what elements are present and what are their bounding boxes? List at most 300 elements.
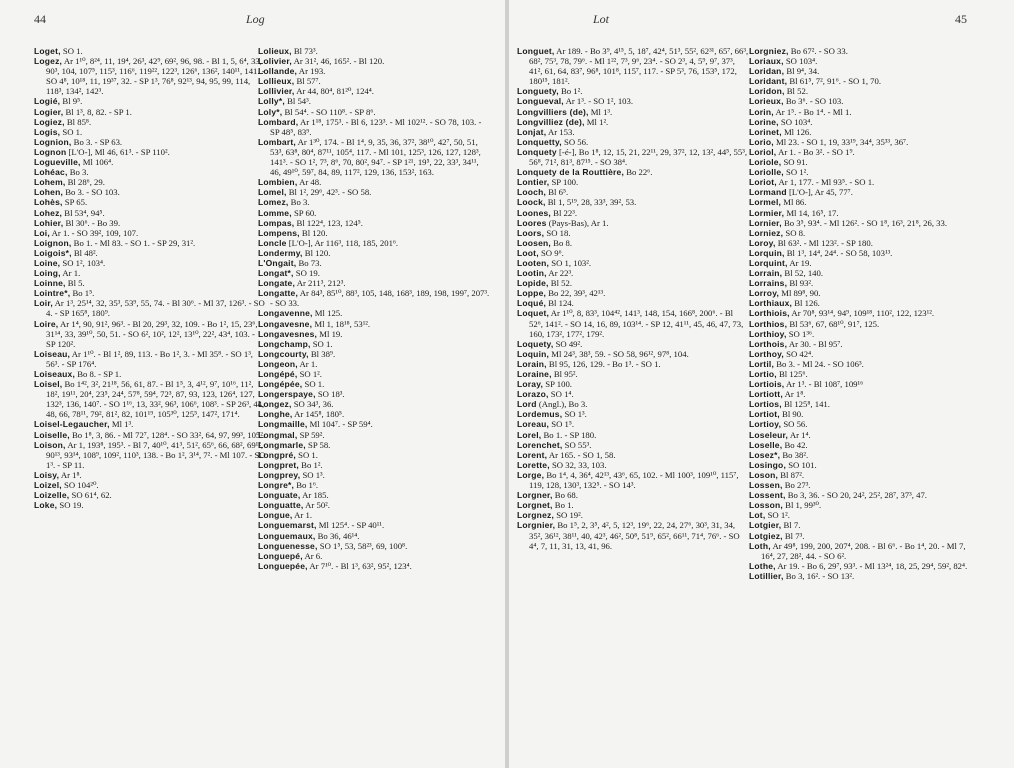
entry-headword: Longavesnes, [258, 328, 318, 339]
index-entry [749, 56, 981, 66]
entry-references: SO 56. [561, 136, 589, 147]
index-entry [749, 86, 981, 96]
entry-headword: Loiselle, [34, 429, 70, 440]
index-entry [749, 248, 981, 258]
index-entry [517, 369, 749, 379]
entry-headword: Longuet, [517, 46, 555, 56]
entry-references: Ar 1¹⁸, 175³. - Bl 6, 123³. - Ml 102¹². - SO 78, 103. - SP 48⁵, 83⁹. [270, 116, 482, 137]
entry-headword: Loquet, [517, 308, 550, 319]
entry-headword: Lormier, [749, 207, 785, 218]
index-entry [749, 278, 981, 288]
index-entry [749, 298, 981, 308]
entry-headword: Logueville, [34, 157, 81, 168]
index-entry [258, 510, 490, 520]
entry-headword: Loqué, [517, 298, 547, 309]
entry-headword: Lorthiois, [749, 308, 790, 319]
entry-references: Ar 48. [297, 177, 322, 188]
entry-references: Bl 90. [779, 409, 804, 420]
index-entry [517, 208, 749, 218]
index-entry [258, 561, 490, 571]
entry-references: Ar 1. [60, 268, 81, 279]
index-entry [258, 409, 490, 419]
entry-headword: Longchamp, [258, 338, 311, 349]
entry-references: SP 58. [305, 439, 331, 450]
entry-references: Ml 126. [781, 126, 812, 137]
entry-references: Bo 1⁴², 3², 21¹⁸, 56, 61, 87. - Bl 1⁵, 3, 4¹², 9⁷, 10¹⁶, 11², 18², 19¹¹, 20⁴, 23⁵, 24⁴, 57⁸, 59⁴, 72³, 87, 93, 123, 126⁴, 127, 132³, 136, 140⁷. - SO 1¹⁶, 13, 33², 96³, 106⁶, 108³. - SP 26³, 44, 48, 66, 78¹¹, 79², 81², 82, 101¹⁹, 105³⁰, 125⁵, 147², 171⁴. [46, 379, 265, 420]
entry-references: Bl 38⁹. [308, 348, 336, 359]
entry-references: Bl 125⁸, 141. [781, 399, 830, 410]
entry-references: SO 1³. [300, 469, 325, 480]
entry-headword: Lootin, [517, 268, 547, 279]
page-number: 45 [955, 12, 967, 26]
entry-references: Ml 19. [317, 328, 343, 339]
entry-references: Ar 145⁸, 180⁵. [292, 409, 345, 420]
entry-references: Ar 1. [297, 358, 318, 369]
index-entry [258, 187, 490, 197]
entry-references: Ml 1³. [109, 419, 134, 430]
entry-references: Ml 14, 16⁵, 17. [784, 207, 839, 218]
entry-headword: Losson, [749, 500, 783, 511]
entry-references: SO 1⁵, 53, 58²³, 69, 100⁸. [317, 540, 408, 551]
entry-headword: Looten, [517, 257, 550, 268]
index-entry [517, 96, 749, 106]
entry-headword: Logier, [34, 106, 64, 117]
index-entry [517, 430, 749, 440]
entry-headword: Lombien, [258, 177, 298, 188]
entry-headword: Longépé, [258, 369, 298, 379]
index-entry [34, 56, 266, 96]
entry-references: Ar 1⁵. - Bo 1⁴. - Ml 1. [773, 106, 852, 117]
entry-references: SO 103⁴. [778, 116, 813, 127]
entry-references: Ar 84³, 85¹⁰, 88³, 105, 148, 168³, 189, 198, 199⁷, 207³. - SO 33. [270, 288, 490, 309]
entry-headword: Looch, [517, 187, 547, 198]
index-entry [749, 460, 981, 470]
entry-headword: Lorniez, [749, 227, 784, 238]
index-entry [258, 76, 490, 86]
entry-headword: Lorthois, [749, 338, 788, 349]
index-entry [258, 379, 490, 389]
entry-references: SO 1, 103². [549, 257, 592, 268]
entry-references: Ar 31², 46, 165². - Bl 120. [291, 56, 385, 67]
entry-references: Bo 1². [299, 459, 323, 470]
index-entry [34, 440, 266, 470]
entry-references: Bl 48². [71, 247, 98, 258]
entry-headword: Longuemarst, [258, 520, 317, 531]
entry-references: Ar 30. - Bl 95⁷. [787, 338, 843, 349]
entry-headword: Logié, [34, 96, 61, 107]
index-entry [517, 409, 749, 419]
entry-headword: Longat*, [258, 268, 294, 279]
index-entry [258, 490, 490, 500]
index-entry [34, 490, 266, 500]
entry-headword: Lorieux, [749, 96, 784, 107]
entry-headword: Lorette, [517, 459, 550, 470]
entry-references: Bl 22³. [551, 207, 578, 218]
entry-headword: Lordemus, [517, 409, 563, 420]
entry-references: Ar 22³. [546, 268, 574, 279]
index-entry [258, 460, 490, 470]
entry-references: Bl 1³, 14⁴, 24⁴. - SO 58, 103¹³. [784, 247, 893, 258]
entry-references: Ml 23. - SO 1, 19, 33¹⁹, 34⁴, 35³³, 36⁷. [773, 136, 909, 147]
entry-headword: Longez, [258, 399, 292, 410]
entry-references: Ar 1. - Bo 3². - SO 1⁹. [776, 146, 855, 157]
entry-references: Bl 61⁵, 7², 91⁶. - SO 1, 70. [787, 76, 882, 87]
index-entry [517, 218, 749, 228]
entry-headword: Longuemaux, [258, 530, 316, 541]
entry-headword: Longavesne, [258, 318, 313, 329]
index-entry [749, 268, 981, 278]
index-entry [258, 541, 490, 551]
index-entry [258, 66, 490, 76]
entry-headword: Lortil, [749, 358, 775, 369]
entry-headword: Longmarle, [258, 439, 306, 450]
entry-references: [L'O-], Ar 116³, 118, 185, 201⁶. [286, 237, 399, 248]
entry-headword: Longuatte, [258, 500, 304, 511]
index-entry [258, 278, 490, 288]
entry-headword: Longmaille, [258, 419, 308, 430]
entry-headword: Loison, [34, 439, 66, 450]
entry-headword: Lonquety de la Routtière, [517, 167, 625, 178]
index-entry [749, 329, 981, 339]
index-entry [749, 450, 981, 460]
entry-references: Ar 1, 193⁸, 195³. - Bl 7, 40¹⁰, 41³, 51², 65⁶, 66, 68², 69¹², 90¹³, 93¹⁴, 108⁹, 109², 110³, 138. - Bo 1², 3¹⁴, 7². - Ml 107. - SO 1³. - SP 11. [46, 439, 266, 470]
index-entry [517, 470, 749, 490]
entry-references: SO 19². [554, 510, 583, 521]
entry-headword: Lord [517, 399, 537, 410]
entry-references: SO 42⁴. [783, 348, 814, 359]
entry-references: Ar 6. [302, 550, 323, 561]
entry-references: Ml 125. [312, 308, 343, 319]
index-entry [34, 369, 266, 379]
index-entry [749, 218, 981, 228]
entry-headword: Loriol, [749, 146, 777, 157]
index-entry [517, 107, 749, 117]
index-entry [258, 56, 490, 66]
entry-references: Bo 22⁶. [624, 167, 653, 178]
entry-references: SO 9⁶. [538, 247, 564, 258]
index-entry [749, 399, 981, 409]
index-entry [34, 96, 266, 106]
entry-headword: Lohen, [34, 187, 64, 198]
entry-references: SO 1². [783, 167, 809, 178]
entry-headword: Loir, [34, 298, 53, 309]
entry-headword: Lohès, [34, 197, 63, 208]
index-entry [749, 197, 981, 207]
entry-headword: Londermy, [258, 247, 303, 258]
entry-references: SO 61⁴, 62. [69, 490, 112, 501]
entry-references: Ar 185. [300, 490, 329, 501]
index-entry [34, 298, 266, 318]
entry-references: Bl 95². [551, 369, 578, 379]
entry-references: Bl 122⁴, 123, 124⁵. [294, 217, 363, 228]
entry-references: SO 1⁴. [548, 389, 574, 400]
entry-headword: Loroy, [749, 237, 776, 248]
entry-headword: Longavenne, [258, 308, 313, 319]
index-entry [749, 187, 981, 197]
entry-headword: Loosen, [517, 237, 551, 248]
entry-headword: Losingo, [749, 459, 787, 470]
index-entry [258, 440, 490, 450]
entry-headword: Lorine, [749, 116, 779, 127]
entry-references: Bo 3, 16². - SO 13². [783, 570, 855, 581]
index-entry [34, 208, 266, 218]
index-entry [749, 76, 981, 86]
entry-references: Bo 36, 46¹⁴. [315, 530, 360, 541]
index-entry [517, 127, 749, 137]
entry-headword: Lot, [749, 510, 766, 521]
entry-references: Bl 63². - Ml 123². - SP 180. [775, 237, 873, 248]
entry-references: Bo 42. [782, 439, 808, 450]
entry-headword: Loly*, [258, 106, 283, 117]
entry-headword: Loignon, [34, 237, 72, 248]
entry-headword: Lognion, [34, 136, 72, 147]
entry-references: SO 101. [786, 459, 817, 470]
entry-headword: Lohez, [34, 207, 63, 218]
index-entry [749, 308, 981, 318]
index-entry [258, 450, 490, 460]
entry-headword: Lonquetty, [517, 136, 562, 147]
index-entry [34, 288, 266, 298]
entry-headword: Longépée, [258, 379, 303, 390]
entry-references: SO 1⁵. [549, 419, 575, 430]
index-entry [749, 339, 981, 349]
entry-headword: Longprey, [258, 469, 301, 480]
index-entry [34, 268, 266, 278]
entry-references: Ml 106⁴. [80, 157, 114, 168]
entry-references: Ar 19. [787, 257, 812, 268]
index-entry [517, 117, 749, 127]
entry-references: Bl 52. [784, 86, 809, 97]
entry-headword: Lormel, [749, 197, 782, 208]
entry-headword: L'Ongait, [258, 257, 297, 268]
entry-references: SO 1. [295, 449, 318, 460]
entry-references: Ar 1³. - Bl 108⁷, 109¹⁶ [784, 379, 864, 390]
index-entry [517, 197, 749, 207]
index-entry [258, 46, 490, 56]
entry-headword: Logis, [34, 126, 61, 137]
index-column-1 [34, 46, 266, 510]
entry-headword: Loriole, [749, 157, 782, 168]
entry-references: SO 18³. [315, 389, 345, 400]
entry-references: Bl 52, 140. [782, 268, 824, 279]
index-entry [517, 308, 749, 338]
entry-headword: Loiseau, [34, 348, 71, 359]
index-entry [749, 500, 981, 510]
index-entry [517, 440, 749, 450]
entry-references: Bl 120. [299, 227, 328, 238]
index-entry [258, 238, 490, 248]
index-entry [517, 389, 749, 399]
index-column-1 [517, 46, 749, 551]
index-column-2 [749, 46, 981, 581]
entry-headword: Loigois*, [34, 247, 72, 258]
index-entry [749, 510, 981, 520]
entry-headword: Longerspaye, [258, 389, 316, 400]
index-entry [34, 430, 266, 440]
entry-references: Bo 22, 39³, 42¹³. [546, 288, 606, 299]
running-head: Lot [593, 12, 610, 26]
entry-headword: Lortio, [749, 369, 777, 379]
index-entry [517, 268, 749, 278]
index-entry [517, 298, 749, 308]
entry-headword: Loget, [34, 46, 61, 56]
entry-headword: Lorge, [517, 469, 545, 480]
index-entry [34, 218, 266, 228]
entry-headword: Logiez, [34, 116, 65, 127]
entry-references: Ar 1³. - SO 1², 103. [563, 96, 634, 107]
index-entry [258, 248, 490, 258]
entry-headword: Loray, [517, 379, 544, 390]
left-page [0, 0, 505, 768]
entry-references: SO 104²⁰. [61, 480, 99, 491]
index-entry [34, 258, 266, 268]
index-entry [749, 66, 981, 76]
entry-references: Bo 3. [67, 167, 89, 178]
index-entry [517, 278, 749, 288]
entry-references: Ar 1¹⁰, 8²⁴, 11, 19⁴, 26³, 42⁹, 69², 96, 98. - Bl 1, 5, 6⁴, 33, 90³, 104, 107⁵, 115³, 116⁶, 119²², 122³, 126⁶, 136², 140¹¹, 141. - SO 4⁸, 10¹⁸, 11, 19³⁷, 32. - SP 1³, 76⁸, 92¹³, 94, 95, 99, 114, 118³, 134², 142³. [46, 56, 265, 97]
entry-headword: Lohem, [34, 177, 66, 188]
entry-headword: Longmal, [258, 429, 298, 440]
entry-references: Bo 3⁶. - SO 103. [783, 96, 844, 107]
index-entry [258, 177, 490, 187]
index-entry [749, 470, 981, 480]
entry-references: SO 1³⁶. [786, 328, 815, 339]
entry-references: Ar 211³, 212³. [295, 278, 346, 289]
index-entry [34, 238, 266, 248]
right-page [509, 0, 1014, 768]
entry-references: Bo 8. - SP 1. [75, 369, 122, 379]
entry-references: SO 103⁴. [783, 56, 818, 67]
index-entry [517, 359, 749, 369]
entry-references: Ar 153. [546, 126, 575, 137]
entry-headword: Loreau, [517, 419, 550, 430]
entry-references: Ar 44, 80⁴, 81²⁰, 124⁴. [294, 86, 374, 97]
entry-references: SP 59². [297, 429, 325, 440]
entry-headword: Lorthoy, [749, 348, 784, 359]
entry-headword: Lotillier, [749, 570, 784, 581]
entry-references: SO 1³. [562, 409, 587, 420]
entry-headword: Lossen, [749, 480, 783, 491]
entry-headword: Loine, [34, 257, 61, 268]
index-entry [34, 228, 266, 238]
entry-headword: Loselle, [749, 439, 783, 450]
index-entry [517, 258, 749, 268]
entry-headword: Lorroy, [749, 288, 780, 299]
entry-references: Bl 54³. [284, 96, 311, 107]
index-entry [749, 117, 981, 127]
entry-references: SP 100. [549, 177, 579, 188]
index-entry [258, 308, 490, 318]
entry-references: SO 19. [57, 500, 84, 511]
entry-headword: Lorthiaux, [749, 298, 793, 309]
entry-headword: Lolieux, [258, 46, 292, 56]
entry-references: SO 1², 103⁴. [60, 257, 106, 268]
entry-references: Ar 1. [292, 510, 312, 521]
index-entry [517, 490, 749, 500]
entry-references: SP 100. [543, 379, 572, 390]
index-entry [258, 96, 490, 106]
entry-references: Ar 49⁸, 199, 200, 207⁴, 208. - Bl 6⁶. - Bo 1⁴, 20. - Ml 7, 16⁴, 27, 28², 44. - SO 6². [761, 540, 966, 561]
index-entry [517, 349, 749, 359]
entry-references: Ar 1¹⁰, 8, 83³, 104⁴², 141³, 148, 154, 166⁸, 200⁶. - Bl 52⁶, 141². - SO 14, 16, 89, 103¹⁴. - SP 12, 41¹¹, 45, 46, 47, 73, 160, 173², 177², 179². [529, 308, 744, 339]
entry-references: Bo 1⁴, 4, 36⁴, 42¹³, 43⁶, 65, 102. - Ml 100³, 109¹⁰, 115⁷, 119, 128, 130³, 132⁵. - SO 14³. [529, 469, 739, 491]
entry-headword: Lorgniez, [749, 46, 789, 56]
index-entry [258, 389, 490, 399]
entry-headword: Longuepé, [258, 550, 303, 561]
index-entry [517, 510, 749, 520]
index-entry [34, 117, 266, 127]
entry-references: Ml 1³. [588, 106, 613, 117]
entry-references: [L'O-], Ml 46, 61³. - SP 110². [66, 146, 170, 157]
entry-references: Bo 38². [780, 449, 809, 460]
entry-headword: Longpré, [258, 449, 296, 460]
entry-references: SO 32, 33, 103. [549, 459, 607, 470]
index-entry [749, 46, 981, 56]
entry-references: Bo 3. - Ml 24. - SO 106³. [774, 358, 864, 369]
entry-references: Ar 1. - SO 39², 109, 107. [49, 227, 139, 238]
entry-headword: Loriaux, [749, 56, 784, 67]
entry-headword: Lortiott, [749, 389, 783, 400]
index-entry [517, 500, 749, 510]
entry-references: Bl 53⁶, 67, 68¹⁰, 91⁷, 125. [787, 318, 880, 329]
entry-references: Ar 1, 177. - Ml 93⁵. - SO 1. [776, 177, 875, 188]
index-entry [749, 127, 981, 137]
entry-headword: Lonquety [517, 146, 557, 157]
index-entry [749, 440, 981, 450]
entry-headword: Lortiois, [749, 379, 785, 390]
entry-headword: Lollivier, [258, 86, 295, 97]
index-entry [749, 167, 981, 177]
entry-headword: Longuepée, [258, 560, 308, 571]
entry-headword: Losez*, [749, 449, 781, 460]
entry-headword: Lorinet, [749, 126, 782, 137]
entry-headword: Lornier, [749, 217, 782, 228]
entry-headword: Lopide, [517, 278, 549, 289]
index-entry [749, 147, 981, 157]
index-entry [258, 208, 490, 218]
entry-headword: Lohéac, [34, 167, 68, 178]
index-entry [517, 288, 749, 298]
index-entry [517, 46, 749, 86]
entry-references: SO 56. [781, 419, 808, 430]
index-entry [517, 460, 749, 470]
entry-headword: Loock, [517, 197, 546, 208]
entry-references: Bl 1, 99³⁰. [783, 500, 822, 511]
entry-headword: Lolly*, [258, 96, 285, 107]
entry-headword: Longvilliers (de), [517, 106, 589, 117]
index-entry [517, 228, 749, 238]
entry-references: Bo 3. [288, 197, 310, 208]
entry-headword: Lormand [749, 187, 787, 198]
entry-headword: Lorgner, [517, 490, 553, 501]
entry-headword: Lomme, [258, 207, 292, 218]
entry-headword: Lorquint, [749, 257, 788, 268]
entry-headword: Longre*, [258, 480, 295, 491]
entry-headword: Longatte, [258, 288, 299, 299]
index-entry [34, 177, 266, 187]
entry-headword: Loinne, [34, 278, 66, 289]
entry-references: [-é-], Bo 1⁸, 12, 15, 21, 22¹¹, 29, 37², 12, 13², 44⁵, 55³, 56⁸, 71², 81³, 87¹⁵. - SO 38⁴. [529, 146, 748, 168]
entry-references: Bo 8. [551, 237, 572, 248]
index-entry [34, 278, 266, 288]
index-entry [517, 339, 749, 349]
entry-references: Bl 30⁶. - Bo 39. [63, 217, 121, 228]
entry-headword: Longcourty, [258, 348, 309, 359]
index-entry [258, 419, 490, 429]
entry-references: Ar 1³⁰, 174. - Bl 1⁴, 9, 35, 36, 37², 38¹⁰, 42⁷, 50, 51, 53³, 63⁸, 80⁴, 87¹¹, 105⁴, 117. - Ml 101, 125³, 126, 127, 128³, 141³. - SO 1², 7³, 8⁶, 70, 80², 94⁷. - SP 1²¹, 19⁵, 22, 33³, 34¹¹, 46, 49¹⁰, 59⁷, 84, 89, 117², 129, 136, 153², 163. [270, 136, 481, 178]
entry-references: Bl 95, 126, 129. - Bo 1³. - SO 1. [546, 358, 661, 369]
index-entry [258, 339, 490, 349]
